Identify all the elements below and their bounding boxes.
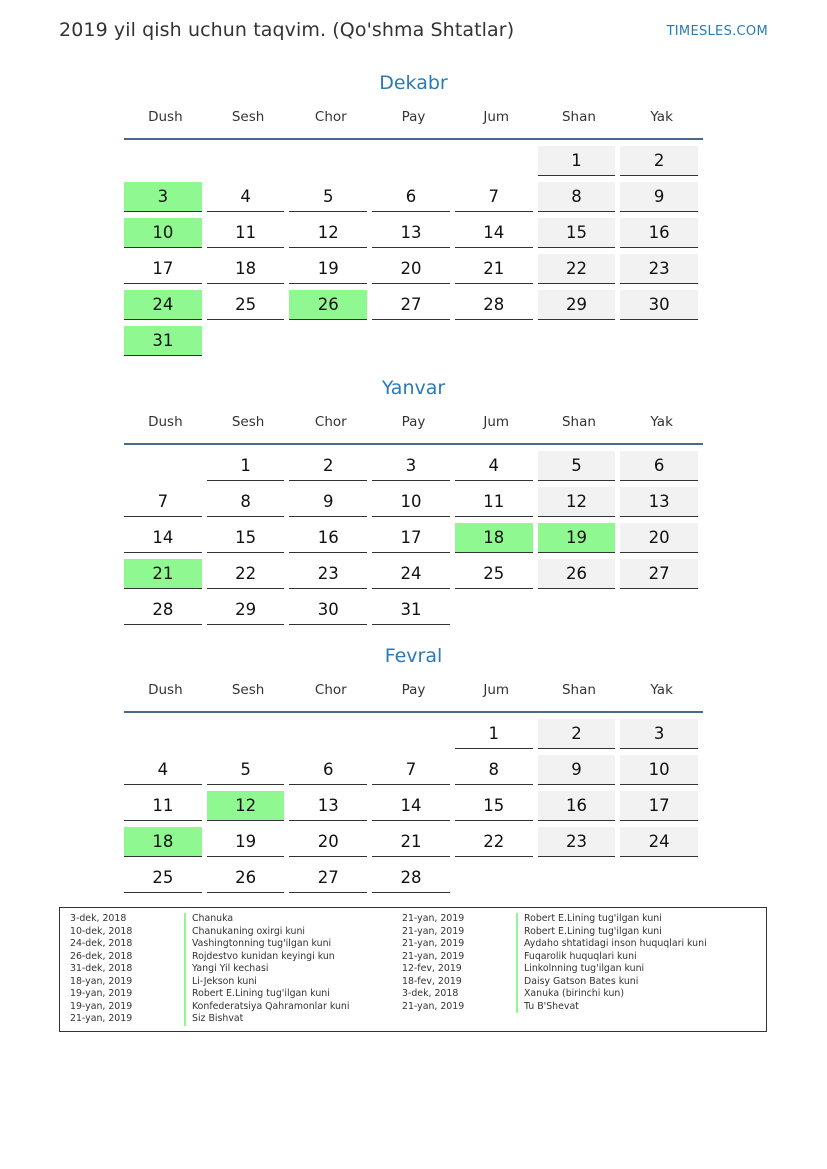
empty-cell (124, 146, 202, 176)
legend-holiday-name: Tu B'Shevat (524, 1000, 579, 1012)
month-february (124, 642, 703, 898)
legend-column-right (402, 913, 707, 1013)
legend-marker (184, 963, 186, 976)
empty-cell (455, 326, 533, 356)
legend-holiday-name: Yangi Yil kechasi (192, 963, 269, 974)
weekday-header (124, 414, 703, 434)
legend-holiday-name: Li-Jekson kuni (192, 975, 257, 987)
day-cell[interactable]: 20 (372, 254, 450, 284)
legend-marker (184, 913, 186, 926)
day-cell[interactable]: 7 (455, 182, 533, 212)
weekday-label: Shan (561, 414, 596, 430)
empty-cell (372, 146, 450, 176)
day-cell[interactable]: 9 (289, 487, 367, 517)
day-cell[interactable]: 15 (538, 218, 616, 248)
day-cell[interactable]: 12 (538, 487, 616, 517)
legend-holiday-name: Konfederatsiya Qahramonlar kuni (192, 1000, 350, 1012)
day-cell[interactable]: 25 (124, 863, 202, 893)
legend-row (70, 926, 349, 939)
holiday-day-cell[interactable]: 21 (124, 559, 202, 589)
legend-holiday-name: Chanuka (192, 913, 234, 924)
holiday-day-cell[interactable]: 3 (124, 182, 202, 212)
day-cell[interactable]: 12 (289, 218, 367, 248)
legend-marker (184, 926, 186, 939)
day-cell[interactable]: 2 (620, 146, 698, 176)
weekday-label: Dush (148, 414, 183, 430)
empty-cell (372, 326, 450, 356)
day-cell[interactable]: 17 (372, 523, 450, 553)
day-cell[interactable]: 22 (207, 559, 285, 589)
legend-date: 19-yan, 2019 (70, 1000, 133, 1012)
weekday-label: Jum (483, 414, 510, 430)
day-cell[interactable]: 21 (455, 254, 533, 284)
legend-holiday-name: Fuqarolik huquqlari kuni (524, 950, 637, 962)
legend-row (70, 963, 349, 976)
legend-row (70, 951, 349, 964)
day-cell[interactable]: 27 (372, 290, 450, 320)
week-rows (124, 450, 703, 630)
day-cell[interactable]: 16 (620, 218, 698, 248)
legend-date: 21-yan, 2019 (402, 925, 465, 937)
legend-row (402, 988, 707, 1001)
day-cell[interactable]: 13 (372, 218, 450, 248)
empty-cell (207, 719, 285, 749)
week-row (124, 594, 703, 630)
legend-date: 31-dek, 2018 (70, 963, 133, 974)
day-cell[interactable]: 4 (455, 451, 533, 481)
day-cell[interactable]: 11 (207, 218, 285, 248)
day-cell[interactable]: 8 (207, 487, 285, 517)
legend-row (70, 988, 349, 1001)
weekday-label: Yak (650, 109, 673, 125)
day-cell[interactable]: 1 (207, 451, 285, 481)
weekday-header (124, 109, 703, 129)
empty-cell (124, 451, 202, 481)
legend-holiday-name: Vashingtonning tug'ilgan kuni (192, 938, 332, 949)
day-cell[interactable]: 5 (207, 755, 285, 785)
header-divider (124, 138, 703, 140)
day-cell[interactable]: 26 (538, 559, 616, 589)
weekday-label: Shan (561, 109, 596, 125)
day-cell[interactable]: 10 (620, 755, 698, 785)
day-cell[interactable]: 14 (124, 523, 202, 553)
week-rows (124, 718, 703, 898)
week-row (124, 522, 703, 558)
legend-date: 21-yan, 2019 (402, 913, 465, 924)
day-cell[interactable]: 18 (207, 254, 285, 284)
day-cell[interactable]: 1 (455, 719, 533, 749)
legend-date: 24-dek, 2018 (70, 938, 133, 949)
day-cell[interactable]: 8 (538, 182, 616, 212)
empty-cell (455, 863, 533, 893)
legend-holiday-name: Robert E.Lining tug'ilgan kuni (524, 925, 662, 937)
legend-date: 3-dek, 2018 (402, 988, 459, 999)
day-cell[interactable]: 3 (372, 451, 450, 481)
day-cell[interactable]: 21 (372, 827, 450, 857)
empty-cell (538, 326, 616, 356)
week-row (124, 289, 703, 325)
empty-cell (207, 326, 285, 356)
week-row (124, 862, 703, 898)
legend-row (70, 976, 349, 989)
day-cell[interactable]: 23 (620, 254, 698, 284)
empty-cell (620, 863, 698, 893)
day-cell[interactable]: 14 (455, 218, 533, 248)
week-row (124, 826, 703, 862)
legend-marker (516, 1001, 518, 1014)
empty-cell (455, 146, 533, 176)
week-row (124, 253, 703, 289)
empty-cell (124, 719, 202, 749)
legend-holiday-name: Chanukaning oxirgi kuni (192, 925, 305, 937)
day-cell[interactable]: 23 (289, 559, 367, 589)
week-row (124, 486, 703, 522)
day-cell[interactable]: 25 (207, 290, 285, 320)
weekday-header (124, 682, 703, 702)
day-cell[interactable]: 10 (372, 487, 450, 517)
weekday-label: Jum (483, 109, 510, 125)
day-cell[interactable]: 20 (289, 827, 367, 857)
day-cell[interactable]: 17 (124, 254, 202, 284)
day-cell[interactable]: 6 (289, 755, 367, 785)
legend-row (70, 938, 349, 951)
empty-cell (289, 326, 367, 356)
header-divider (124, 443, 703, 445)
day-cell[interactable]: 26 (207, 863, 285, 893)
empty-cell (455, 595, 533, 625)
holiday-day-cell[interactable]: 12 (207, 791, 285, 821)
legend-row (70, 1001, 349, 1014)
day-cell[interactable]: 27 (620, 559, 698, 589)
legend-column-left (70, 913, 349, 1026)
day-cell[interactable]: 5 (538, 451, 616, 481)
day-cell[interactable]: 15 (455, 791, 533, 821)
legend-date: 18-yan, 2019 (70, 975, 133, 987)
legend-row (70, 1013, 349, 1026)
week-row (124, 145, 703, 181)
day-cell[interactable]: 16 (289, 523, 367, 553)
legend-date: 18-fev, 2019 (402, 975, 462, 987)
day-cell[interactable]: 29 (207, 595, 285, 625)
weekday-label: Chor (314, 682, 347, 698)
day-cell[interactable]: 29 (538, 290, 616, 320)
weekday-label: Yak (650, 414, 673, 430)
legend-marker (184, 1001, 186, 1014)
day-cell[interactable]: 15 (207, 523, 285, 553)
day-cell[interactable]: 4 (124, 755, 202, 785)
day-cell[interactable]: 23 (538, 827, 616, 857)
weekday-label: Shan (561, 682, 596, 698)
weekday-label: Sesh (231, 682, 265, 698)
day-cell[interactable]: 9 (538, 755, 616, 785)
day-cell[interactable]: 13 (289, 791, 367, 821)
legend-marker (184, 951, 186, 964)
day-cell[interactable]: 16 (538, 791, 616, 821)
day-cell[interactable]: 31 (372, 595, 450, 625)
month-title: Fevral (384, 645, 443, 667)
legend-date: 21-yan, 2019 (402, 950, 465, 962)
weekday-label: Jum (483, 682, 510, 698)
holiday-day-cell[interactable]: 10 (124, 218, 202, 248)
empty-cell (207, 146, 285, 176)
legend-row (402, 976, 707, 989)
day-cell[interactable]: 28 (124, 595, 202, 625)
day-cell[interactable]: 22 (455, 827, 533, 857)
month-title: Dekabr (379, 72, 448, 94)
weekday-label: Pay (401, 682, 426, 698)
day-cell[interactable]: 22 (538, 254, 616, 284)
page-title: 2019 yil qish uchun taqvim. (Qo'shma Shtatlar) (59, 19, 515, 41)
day-cell[interactable]: 1 (538, 146, 616, 176)
day-cell[interactable]: 28 (455, 290, 533, 320)
day-cell[interactable]: 24 (620, 827, 698, 857)
legend-marker (184, 938, 186, 951)
day-cell[interactable]: 6 (372, 182, 450, 212)
legend-date: 26-dek, 2018 (70, 950, 133, 962)
day-cell[interactable]: 13 (620, 487, 698, 517)
weekday-label: Pay (401, 109, 426, 125)
day-cell[interactable]: 4 (207, 182, 285, 212)
legend-row (402, 951, 707, 964)
legend-date: 21-yan, 2019 (402, 938, 465, 949)
empty-cell (538, 595, 616, 625)
legend-holiday-name: Rojdestvo kunidan keyingi kun (192, 950, 335, 962)
day-cell[interactable]: 25 (455, 559, 533, 589)
legend-holiday-name: Robert E.Lining tug'ilgan kuni (192, 988, 330, 999)
legend-marker (184, 976, 186, 989)
legend-holiday-name: Robert E.Lining tug'ilgan kuni (524, 913, 662, 924)
holiday-day-cell[interactable]: 18 (124, 827, 202, 857)
site-link[interactable]: TIMESLES.COM (666, 24, 768, 39)
legend-row (402, 963, 707, 976)
day-cell[interactable]: 6 (620, 451, 698, 481)
day-cell[interactable]: 30 (620, 290, 698, 320)
legend-date: 19-yan, 2019 (70, 988, 133, 999)
week-row (124, 558, 703, 594)
empty-cell (372, 719, 450, 749)
day-cell[interactable]: 28 (372, 863, 450, 893)
legend-row (402, 938, 707, 951)
legend-row (70, 913, 349, 926)
header-divider (124, 711, 703, 713)
week-row (124, 181, 703, 217)
day-cell[interactable]: 7 (124, 487, 202, 517)
weekday-label: Pay (401, 414, 426, 430)
legend-holiday-name: Xanuka (birinchi kun) (524, 988, 625, 999)
holiday-day-cell[interactable]: 24 (124, 290, 202, 320)
holiday-day-cell[interactable]: 26 (289, 290, 367, 320)
weekday-label: Chor (314, 414, 347, 430)
empty-cell (289, 146, 367, 176)
legend-marker (516, 976, 518, 989)
day-cell[interactable]: 3 (620, 719, 698, 749)
weekday-label: Dush (148, 109, 183, 125)
empty-cell (538, 863, 616, 893)
legend-holiday-name: Linkolnning tug'ilgan kuni (524, 963, 645, 974)
day-cell[interactable]: 14 (372, 791, 450, 821)
weekday-label: Sesh (231, 414, 265, 430)
legend-marker (516, 938, 518, 951)
week-rows (124, 145, 703, 361)
day-cell[interactable]: 2 (538, 719, 616, 749)
legend-marker (516, 951, 518, 964)
day-cell[interactable]: 9 (620, 182, 698, 212)
holiday-day-cell[interactable]: 19 (538, 523, 616, 553)
legend-row (402, 926, 707, 939)
month-title: Yanvar (381, 377, 446, 399)
weekday-label: Chor (314, 109, 347, 125)
weekday-label: Dush (148, 682, 183, 698)
day-cell[interactable]: 17 (620, 791, 698, 821)
legend-holiday-name: Aydaho shtatidagi inson huquqlari kuni (524, 938, 707, 949)
week-row (124, 217, 703, 253)
empty-cell (620, 595, 698, 625)
legend-holiday-name: Daisy Gatson Bates kuni (524, 975, 639, 987)
legend-date: 21-yan, 2019 (402, 1000, 465, 1012)
empty-cell (289, 719, 367, 749)
day-cell[interactable]: 27 (289, 863, 367, 893)
legend-row (402, 913, 707, 926)
holiday-legend (59, 907, 767, 1032)
legend-marker (516, 963, 518, 976)
day-cell[interactable]: 24 (372, 559, 450, 589)
week-row (124, 450, 703, 486)
weekday-label: Yak (650, 682, 673, 698)
legend-row (402, 1001, 707, 1014)
legend-marker (516, 988, 518, 1001)
weekday-label: Sesh (231, 109, 265, 125)
month-january (124, 374, 703, 630)
legend-holiday-name: Siz Bishvat (192, 1013, 244, 1024)
legend-date: 10-dek, 2018 (70, 925, 133, 937)
week-row (124, 754, 703, 790)
day-cell[interactable]: 19 (289, 254, 367, 284)
day-cell[interactable]: 19 (207, 827, 285, 857)
day-cell[interactable]: 11 (455, 487, 533, 517)
legend-date: 3-dek, 2018 (70, 913, 127, 924)
month-december (124, 69, 703, 361)
day-cell[interactable]: 2 (289, 451, 367, 481)
day-cell[interactable]: 20 (620, 523, 698, 553)
week-row (124, 718, 703, 754)
legend-marker (516, 913, 518, 926)
holiday-day-cell[interactable]: 31 (124, 326, 202, 356)
day-cell[interactable]: 30 (289, 595, 367, 625)
legend-marker (184, 988, 186, 1001)
legend-marker (184, 1013, 186, 1026)
day-cell[interactable]: 5 (289, 182, 367, 212)
legend-date: 21-yan, 2019 (70, 1013, 133, 1024)
week-row (124, 790, 703, 826)
holiday-day-cell[interactable]: 18 (455, 523, 533, 553)
week-row (124, 325, 703, 361)
day-cell[interactable]: 8 (455, 755, 533, 785)
legend-date: 12-fev, 2019 (402, 963, 462, 974)
day-cell[interactable]: 7 (372, 755, 450, 785)
day-cell[interactable]: 11 (124, 791, 202, 821)
legend-marker (516, 926, 518, 939)
empty-cell (620, 326, 698, 356)
